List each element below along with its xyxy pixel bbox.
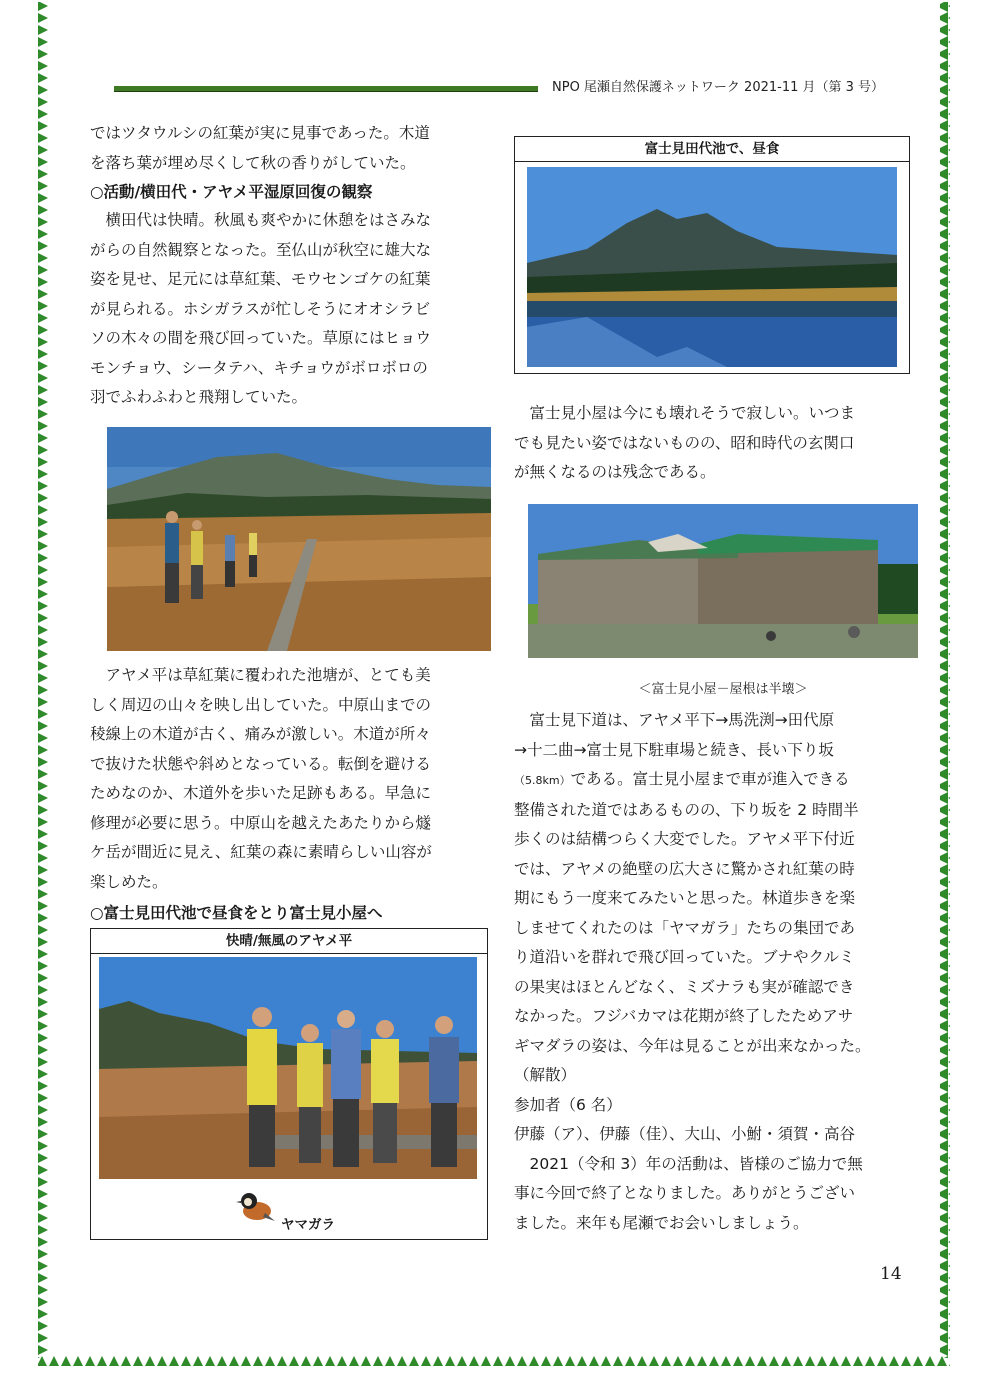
- text-line: →十二曲→富士見下駐車場と続き、長い下り坂: [514, 740, 834, 759]
- text-line: 羽でふわふわと飛翔していた。: [90, 388, 308, 406]
- text-line: でも見たい姿ではないものの、昭和時代の玄関口: [514, 433, 855, 452]
- text-line: ためなのか、木道外を歩いた足跡もある。早急に: [90, 784, 432, 802]
- left-paragraph-2: [90, 206, 431, 413]
- photo-hikers-boardwalk: [107, 427, 491, 651]
- right-paragraph-2: [514, 706, 871, 1238]
- text-line: 修理が必要に思う。中原山を越えたあたりから燧: [90, 813, 432, 832]
- text-line: 楽しめた。: [90, 872, 168, 891]
- section-heading-fujimi: ○富士見田代池で昼食をとり富士見小屋へ: [90, 904, 383, 922]
- text-line: モンチョウ、シータテハ、キチョウがボロボロの: [90, 358, 428, 377]
- text-line: では、アヤメの絶壁の広大さに驚かされ紅葉の時: [514, 859, 855, 878]
- text-line: アヤメ平は草紅葉に覆われた池塘が、とても美: [90, 666, 431, 684]
- photo-box-title: 快晴/無風のアヤメ平: [91, 929, 487, 954]
- photo-group-ayamedaira: [99, 957, 477, 1179]
- photo-box-fujimi-tashiro: [514, 136, 910, 374]
- left-paragraph-1: [90, 119, 430, 178]
- text-line: ました。来年も尾瀬でお会いしましょう。: [514, 1213, 809, 1232]
- text-fragment: である。富士見小屋まで車が進入できる: [570, 770, 850, 788]
- page-number: 14: [880, 1264, 902, 1284]
- right-paragraph-1: [514, 399, 855, 488]
- text-line: 横田代は快晴。秋風も爽やかに休憩をはさみな: [90, 211, 432, 229]
- photo-pond-mountain: [527, 167, 897, 367]
- text-line: 整備された道ではあるものの、下り坂を 2 時間半: [514, 800, 859, 819]
- header-rule: [114, 86, 538, 92]
- text-line: 期にもう一度来てみたいと思った。林道歩きを楽: [514, 889, 856, 907]
- text-line: 富士見小屋は今にも壊れそうで寂しい。いつま: [514, 404, 856, 422]
- text-line: （解散）: [514, 1066, 577, 1084]
- text-line: を落ち葉が埋め尽くして秋の香りがしていた。: [90, 153, 416, 172]
- text-line: なかった。フジバカマは花期が終了したためアサ: [514, 1007, 854, 1025]
- text-line: が見られる。ホシガラスが忙しそうにオオシラビ: [90, 299, 431, 318]
- text-line: が無くなるのは残念である。: [514, 463, 716, 481]
- photo-box-ayamedaira: [90, 928, 488, 1240]
- text-line: り道沿いを群れで飛び回っていた。ブナやクルミ: [514, 948, 855, 966]
- text-line: 歩くのは結構つらく大変でした。アヤメ平下付近: [514, 830, 855, 848]
- text-line: しく周辺の山々を映し出していた。中原山までの: [90, 695, 432, 714]
- newsletter-header: NPO 尾瀬自然保護ネットワーク 2021-11 月（第 3 号）: [552, 80, 885, 95]
- bird-label: ヤマガラ: [281, 1217, 335, 1233]
- yamagara-bird-icon: [235, 1187, 275, 1227]
- participants-label: 参加者（6 名）: [514, 1095, 622, 1114]
- participants-list: 伊藤（ア）、伊藤（佳）、大山、小鮒・須賀・高谷: [514, 1125, 856, 1143]
- text-line: 事に今回で終了となりました。ありがとうござい: [514, 1184, 856, 1202]
- text-line: 2021（令和 3）年の活動は、皆様のご協力で無: [514, 1154, 863, 1173]
- left-paragraph-3: [90, 661, 432, 897]
- text-line: ではツタウルシの紅葉が実に見事であった。木道: [90, 124, 430, 142]
- text-line: 姿を見せ、足元には草紅葉、モウセンゴケの紅葉: [90, 270, 431, 288]
- text-line: 富士見下道は、アヤメ平下→馬洗渕→田代原: [514, 711, 835, 729]
- text-line: の果実はほとんどなく、ミズナラも実が確認でき: [514, 977, 855, 996]
- distance-note: （5.8km）: [514, 774, 571, 787]
- photo-fujimi-hut: [528, 504, 918, 658]
- text-line: ケ岳が間近に見え、紅葉の森に素晴らしい山容が: [90, 843, 432, 861]
- text-line: ギマダラの姿は、今年は見ることが出来なかった。: [514, 1036, 871, 1055]
- text-line: で抜けた状態や斜めとなっている。転倒を避ける: [90, 754, 432, 773]
- photo-box-title: 富士見田代池で、昼食: [515, 137, 909, 162]
- text-line: しませてくれたのは「ヤマガラ」たちの集団であ: [514, 918, 856, 937]
- text-line: [514, 765, 871, 796]
- text-line: がらの自然観察となった。至仏山が秋空に雄大な: [90, 240, 432, 259]
- section-heading-yokotashiro: ○活動/横田代・アヤメ平湿原回復の観察: [90, 183, 373, 201]
- text-line: 稜線上の木道が古く、痛みが激しい。木道が所々: [90, 725, 431, 743]
- hut-photo-caption: ＜富士見小屋－屋根は半壊＞: [638, 682, 808, 697]
- text-line: ソの木々の間を飛び回っていた。草原にはヒョウ: [90, 329, 432, 347]
